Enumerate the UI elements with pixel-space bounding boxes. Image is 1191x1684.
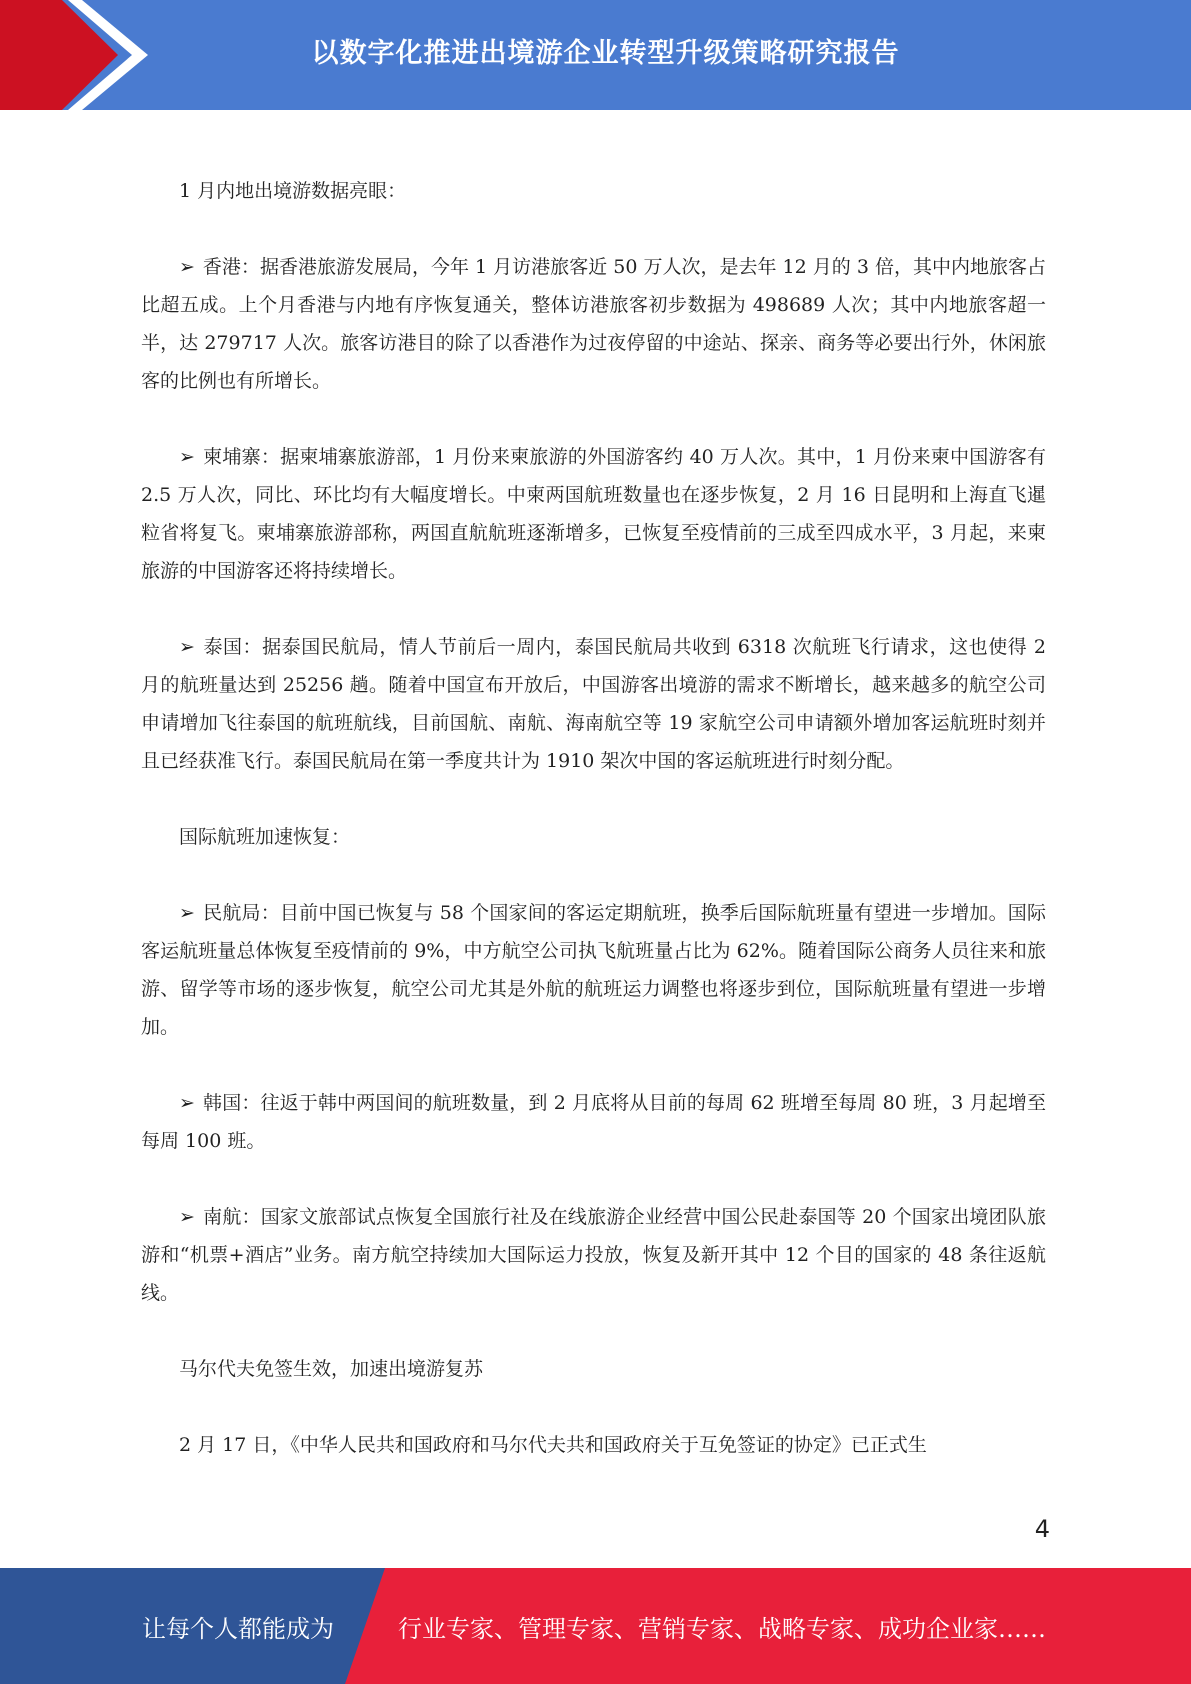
paragraph-maldives-heading: 马尔代夫免签生效，加速出境游复苏 (179, 1358, 484, 1380)
page-footer (0, 1568, 1191, 1684)
bullet-arrow-icon: ➢ (179, 256, 195, 278)
bullet-arrow-icon: ➢ (179, 636, 195, 658)
paragraph-text: 香港：据香港旅游发展局，今年 1 月访港旅客近 50 万人次，是去年 12 月的 3 倍，其中内地旅客占比超五成。上个月香港与内地有序恢复通关，整体访港旅客初步数据为 498689 人次；其中内地旅客超一半，达 279717 人次。旅客访港目的除了以香港作为过夜停留的中途站、探亲、商务等必要出行外，休闲旅客的比例也有所增长。 (141, 256, 1046, 392)
footer-slogan-right: 行业专家、管理专家、营销专家、战略专家、成功企业家…… (398, 1614, 1046, 1643)
paragraph-flights-heading: 国际航班加速恢复： (179, 826, 351, 848)
paragraph-text: 南航：国家文旅部试点恢复全国旅行社及在线旅游企业经营中国公民赴泰国等 20 个国家出境团队旅游和“机票+酒店”业务。南方航空持续加大国际运力投放，恢复及新开其中 12 个目的国家的 48 条往返航线。 (141, 1206, 1046, 1304)
paragraph-thailand (141, 628, 1046, 780)
bullet-arrow-icon: ➢ (179, 446, 195, 468)
paragraph-text: 民航局：目前中国已恢复与 58 个国家间的客运定期航班，换季后国际航班量有望进一步增加。国际客运航班量总体恢复至疫情前的 9%，中方航空公司执飞航班量占比为 62%。随着国际公商务人员往来和旅游、留学等市场的逐步恢复，航空公司尤其是外航的航班运力调整也将逐步到位，国际航班量有望进一步增加。 (141, 902, 1046, 1038)
paragraph-maldives-visa: 2 月 17 日，《中华人民共和国政府和马尔代夫共和国政府关于互免签证的协定》已正式生 (179, 1434, 927, 1456)
paragraph-hongkong (141, 248, 1046, 400)
paragraph-text: 韩国：往返于韩中两国间的航班数量，到 2 月底将从目前的每周 62 班增至每周 80 班，3 月起增至每周 100 班。 (141, 1092, 1046, 1152)
footer-slogan-left: 让每个人都能成为 (142, 1614, 334, 1643)
paragraph-korea (141, 1084, 1046, 1160)
bullet-arrow-icon: ➢ (179, 902, 195, 924)
bullet-arrow-icon: ➢ (179, 1092, 195, 1114)
paragraph-china-southern (141, 1198, 1046, 1312)
paragraph-text: 泰国：据泰国民航局，情人节前后一周内，泰国民航局共收到 6318 次航班飞行请求，这也使得 2 月的航班量达到 25256 趟。随着中国宣布开放后，中国游客出境游的需求不断增长，越来越多的航空公司申请增加飞往泰国的航班航线，目前国航、南航、海南航空等 19 家航空公司申请额外增加客运航班时刻并且已经获准飞行。泰国民航局在第一季度共计为 1910 架次中国的客运航班进行时刻分配。 (141, 636, 1046, 772)
page-header (0, 0, 1191, 110)
paragraph-outbound-data: 1 月内地出境游数据亮眼： (179, 180, 407, 202)
document-body (141, 172, 1046, 1464)
paragraph-cambodia (141, 438, 1046, 590)
report-title: 以数字化推进出境游企业转型升级策略研究报告 (311, 37, 900, 69)
paragraph-caac (141, 894, 1046, 1046)
paragraph-text: 柬埔寨：据柬埔寨旅游部，1 月份来柬旅游的外国游客约 40 万人次。其中，1 月份来柬中国游客有 2.5 万人次，同比、环比均有大幅度增长。中柬两国航班数量也在逐步恢复，2 月 16 日昆明和上海直飞暹粒省将复飞。柬埔寨旅游部称，两国直航航班逐渐增多，已恢复至疫情前的三成至四成水平，3 月起，来柬旅游的中国游客还将持续增长。 (141, 446, 1046, 582)
bullet-arrow-icon: ➢ (179, 1206, 195, 1228)
page-number: 4 (1034, 1515, 1050, 1543)
